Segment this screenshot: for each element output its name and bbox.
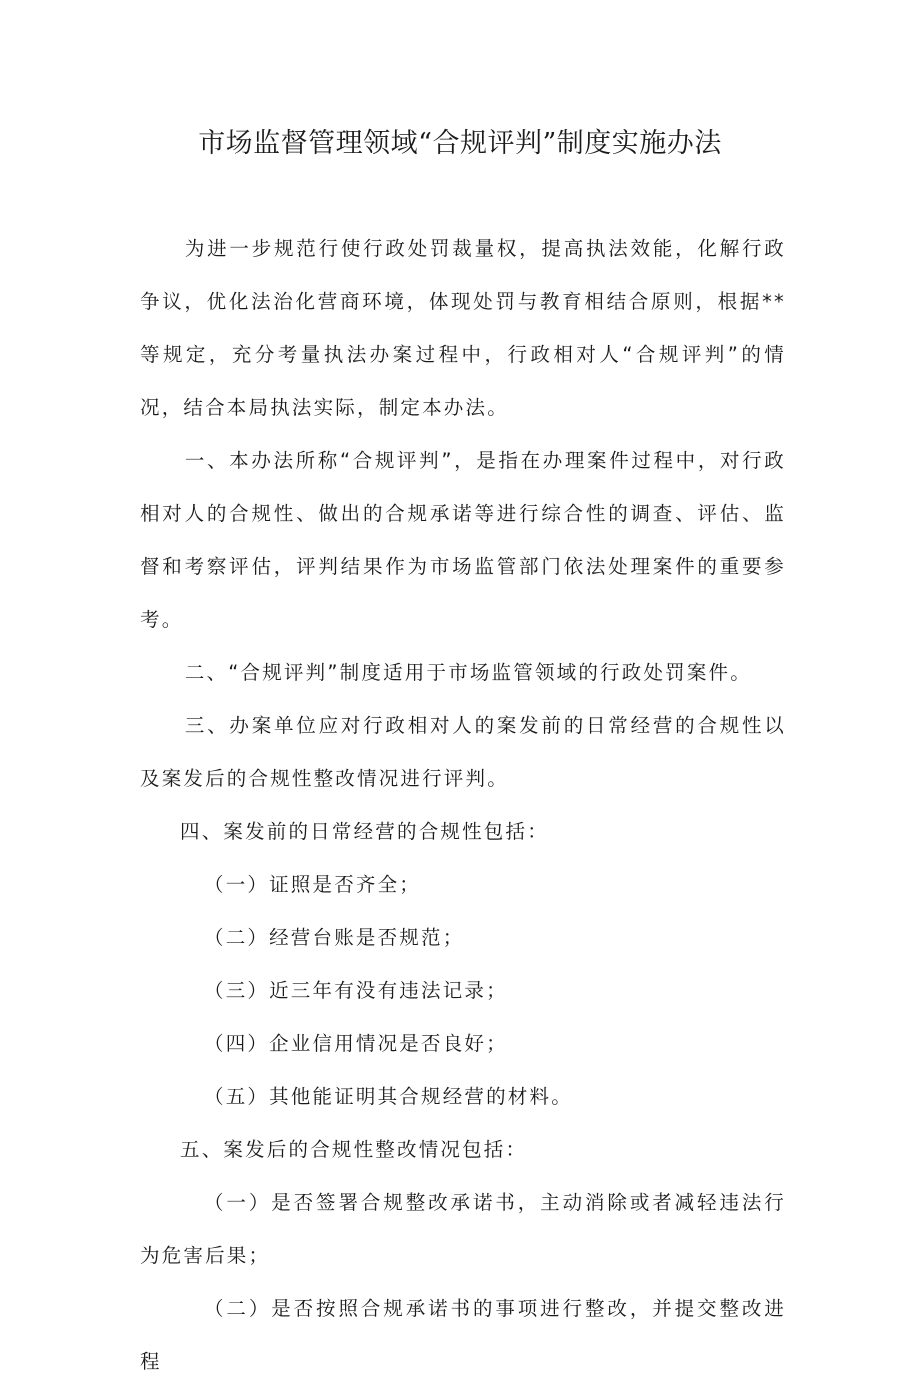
- list-item-5-1: （一）是否签署合规整改承诺书，主动消除或者减轻违法行为危害后果；: [140, 1191, 786, 1267]
- list-item-4-5: （五）其他能证明其合规经营的材料。: [204, 1085, 573, 1108]
- paragraph-article-1: 一、本办法所称“合规评判”，是指在办理案件过程中，对行政相对人的合规性、做出的合规承诺等进行综合性的调查、评估、监督和考察评估，评判结果作为市场监管部门依法处理案件的重要参考。: [140, 449, 786, 631]
- list-item-4-2: （二）经营台账是否规范；: [204, 926, 465, 949]
- paragraph-article-4: 四、案发前的日常经营的合规性包括：: [180, 820, 549, 843]
- paragraph-preamble: 为进一步规范行使行政处罚裁量权，提高执法效能，化解行政争议，优化法治化营商环境，体现处罚与教育相结合原则，根据**等规定，充分考量执法办案过程中，行政相对人“合规评判”的情况，结合本局执法实际，制定本办法。: [140, 237, 786, 419]
- paragraph-article-5: 五、案发后的合规性整改情况包括：: [180, 1138, 528, 1161]
- list-item-4-1: （一）证照是否齐全；: [204, 873, 422, 896]
- list-item-4-3: （三）近三年有没有违法记录；: [204, 979, 508, 1002]
- document-body: [140, 222, 786, 1388]
- document-title: 市场监督管理领域“合规评判”制度实施办法: [198, 128, 722, 159]
- list-item-5-2: （二）是否按照合规承诺书的事项进行整改，并提交整改进程: [140, 1297, 786, 1373]
- paragraph-article-3: 三、办案单位应对行政相对人的案发前的日常经营的合规性以及案发后的合规性整改情况进行评判。: [140, 714, 786, 790]
- paragraph-article-2: 二、“合规评判”制度适用于市场监管领域的行政处罚案件。: [184, 661, 752, 684]
- list-item-4-4: （四）企业信用情况是否良好；: [204, 1032, 508, 1055]
